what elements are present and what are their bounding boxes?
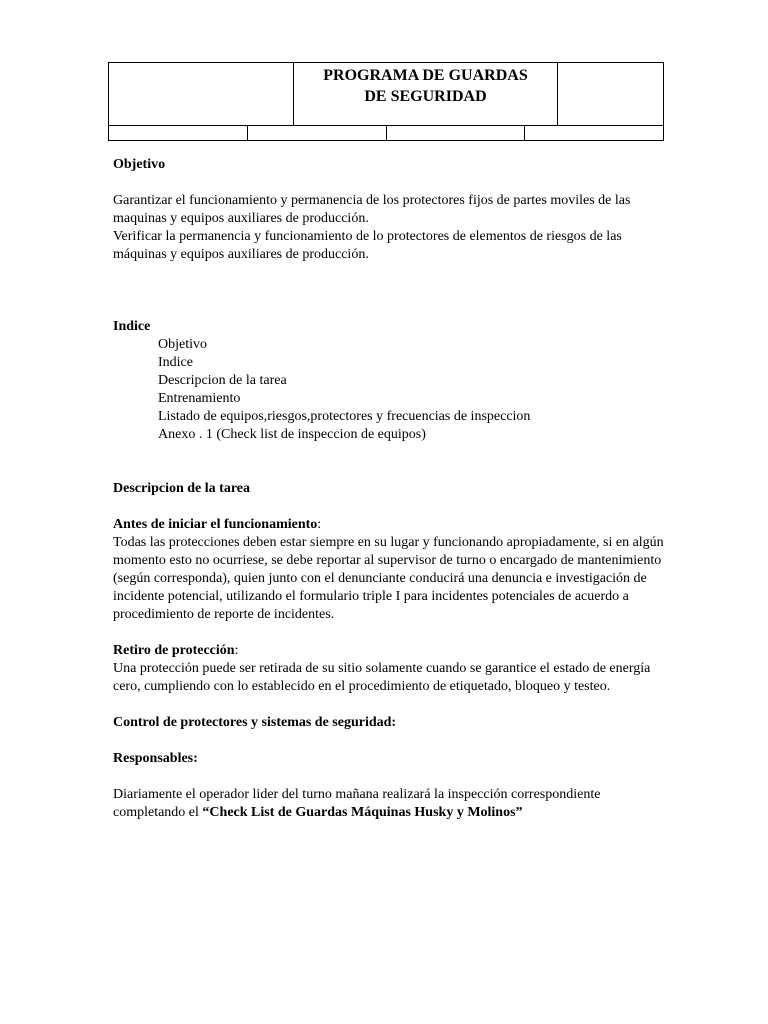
antes-text-line: procedimiento de reporte de incidentes.: [113, 607, 335, 622]
header-bottom-cell: [109, 126, 248, 140]
indice-item: Entrenamiento: [158, 391, 241, 406]
antes-text-line: incidente potencial, utilizando el formulario triple I para incidentes potenciales de acuerdo a: [113, 589, 629, 604]
antes-text-line: momento esto no ocurriese, se debe reportar al supervisor de turno o encargado de mantenimiento: [113, 553, 662, 568]
header-table-bottom-row: [108, 125, 664, 141]
indice-item: Listado de equipos,riesgos,protectores y frecuencias de inspeccion: [158, 409, 531, 424]
document-title-line-1: PROGRAMA DE GUARDAS: [323, 67, 528, 84]
control-heading: Control de protectores y sistemas de seguridad:: [113, 715, 397, 730]
document-title-line-2: DE SEGURIDAD: [364, 88, 487, 105]
antes-heading-line: [113, 516, 713, 534]
retiro-text-line: Una protección puede ser retirada de su sitio solamente cuando se garantice el estado de energía: [113, 661, 651, 676]
retiro-colon: :: [234, 643, 239, 658]
indice-heading: Indice: [113, 319, 151, 334]
header-code-cell: [558, 63, 663, 125]
antes-text-line: (según corresponda), quien junto con el denunciante conducirá una denuncia e investigación de: [113, 571, 647, 586]
header-logo-cell: [109, 63, 294, 125]
retiro-heading-line: [113, 642, 713, 660]
responsables-text-prefix: completando el: [113, 805, 203, 820]
header-title-cell: [294, 63, 558, 125]
responsables-text-line: [113, 804, 713, 822]
indice-item: Objetivo: [158, 337, 207, 352]
indice-item: Indice: [158, 355, 193, 370]
indice-item: Descripcion de la tarea: [158, 373, 287, 388]
retiro-heading: Retiro de protección: [113, 643, 235, 658]
objetivo-text-line: maquinas y equipos auxiliares de producción.: [113, 211, 369, 226]
indice-item: Anexo . 1 (Check list de inspeccion de equipos): [158, 427, 426, 442]
checklist-title: “Check List de Guardas Máquinas Husky y Molinos”: [202, 805, 523, 820]
objetivo-heading: Objetivo: [113, 157, 166, 172]
retiro-text-line: cero, cumpliendo con lo establecido en el procedimiento de etiquetado, bloqueo y testeo.: [113, 679, 611, 694]
responsables-text-line: Diariamente el operador lider del turno mañana realizará la inspección correspondiente: [113, 787, 601, 802]
objetivo-text-line: Verificar la permanencia y funcionamiento de lo protectores de elementos de riesgos de las: [113, 229, 622, 244]
antes-colon: :: [317, 517, 322, 532]
responsables-heading: Responsables:: [113, 751, 198, 766]
header-bottom-cell: [248, 126, 387, 140]
header-bottom-cell: [525, 126, 663, 140]
descripcion-heading: Descripcion de la tarea: [113, 481, 250, 496]
antes-heading: Antes de iniciar el funcionamiento: [113, 517, 318, 532]
header-table: [108, 62, 664, 142]
objetivo-text-line: Garantizar el funcionamiento y permanencia de los protectores fijos de partes moviles de las: [113, 193, 631, 208]
antes-text-line: Todas las protecciones deben estar siempre en su lugar y funcionando apropiadamente, si en algún: [113, 535, 664, 550]
document-body: [113, 156, 713, 822]
objetivo-text-line: máquinas y equipos auxiliares de producción.: [113, 247, 369, 262]
header-bottom-cell: [387, 126, 526, 140]
header-table-top-row: [108, 62, 664, 126]
